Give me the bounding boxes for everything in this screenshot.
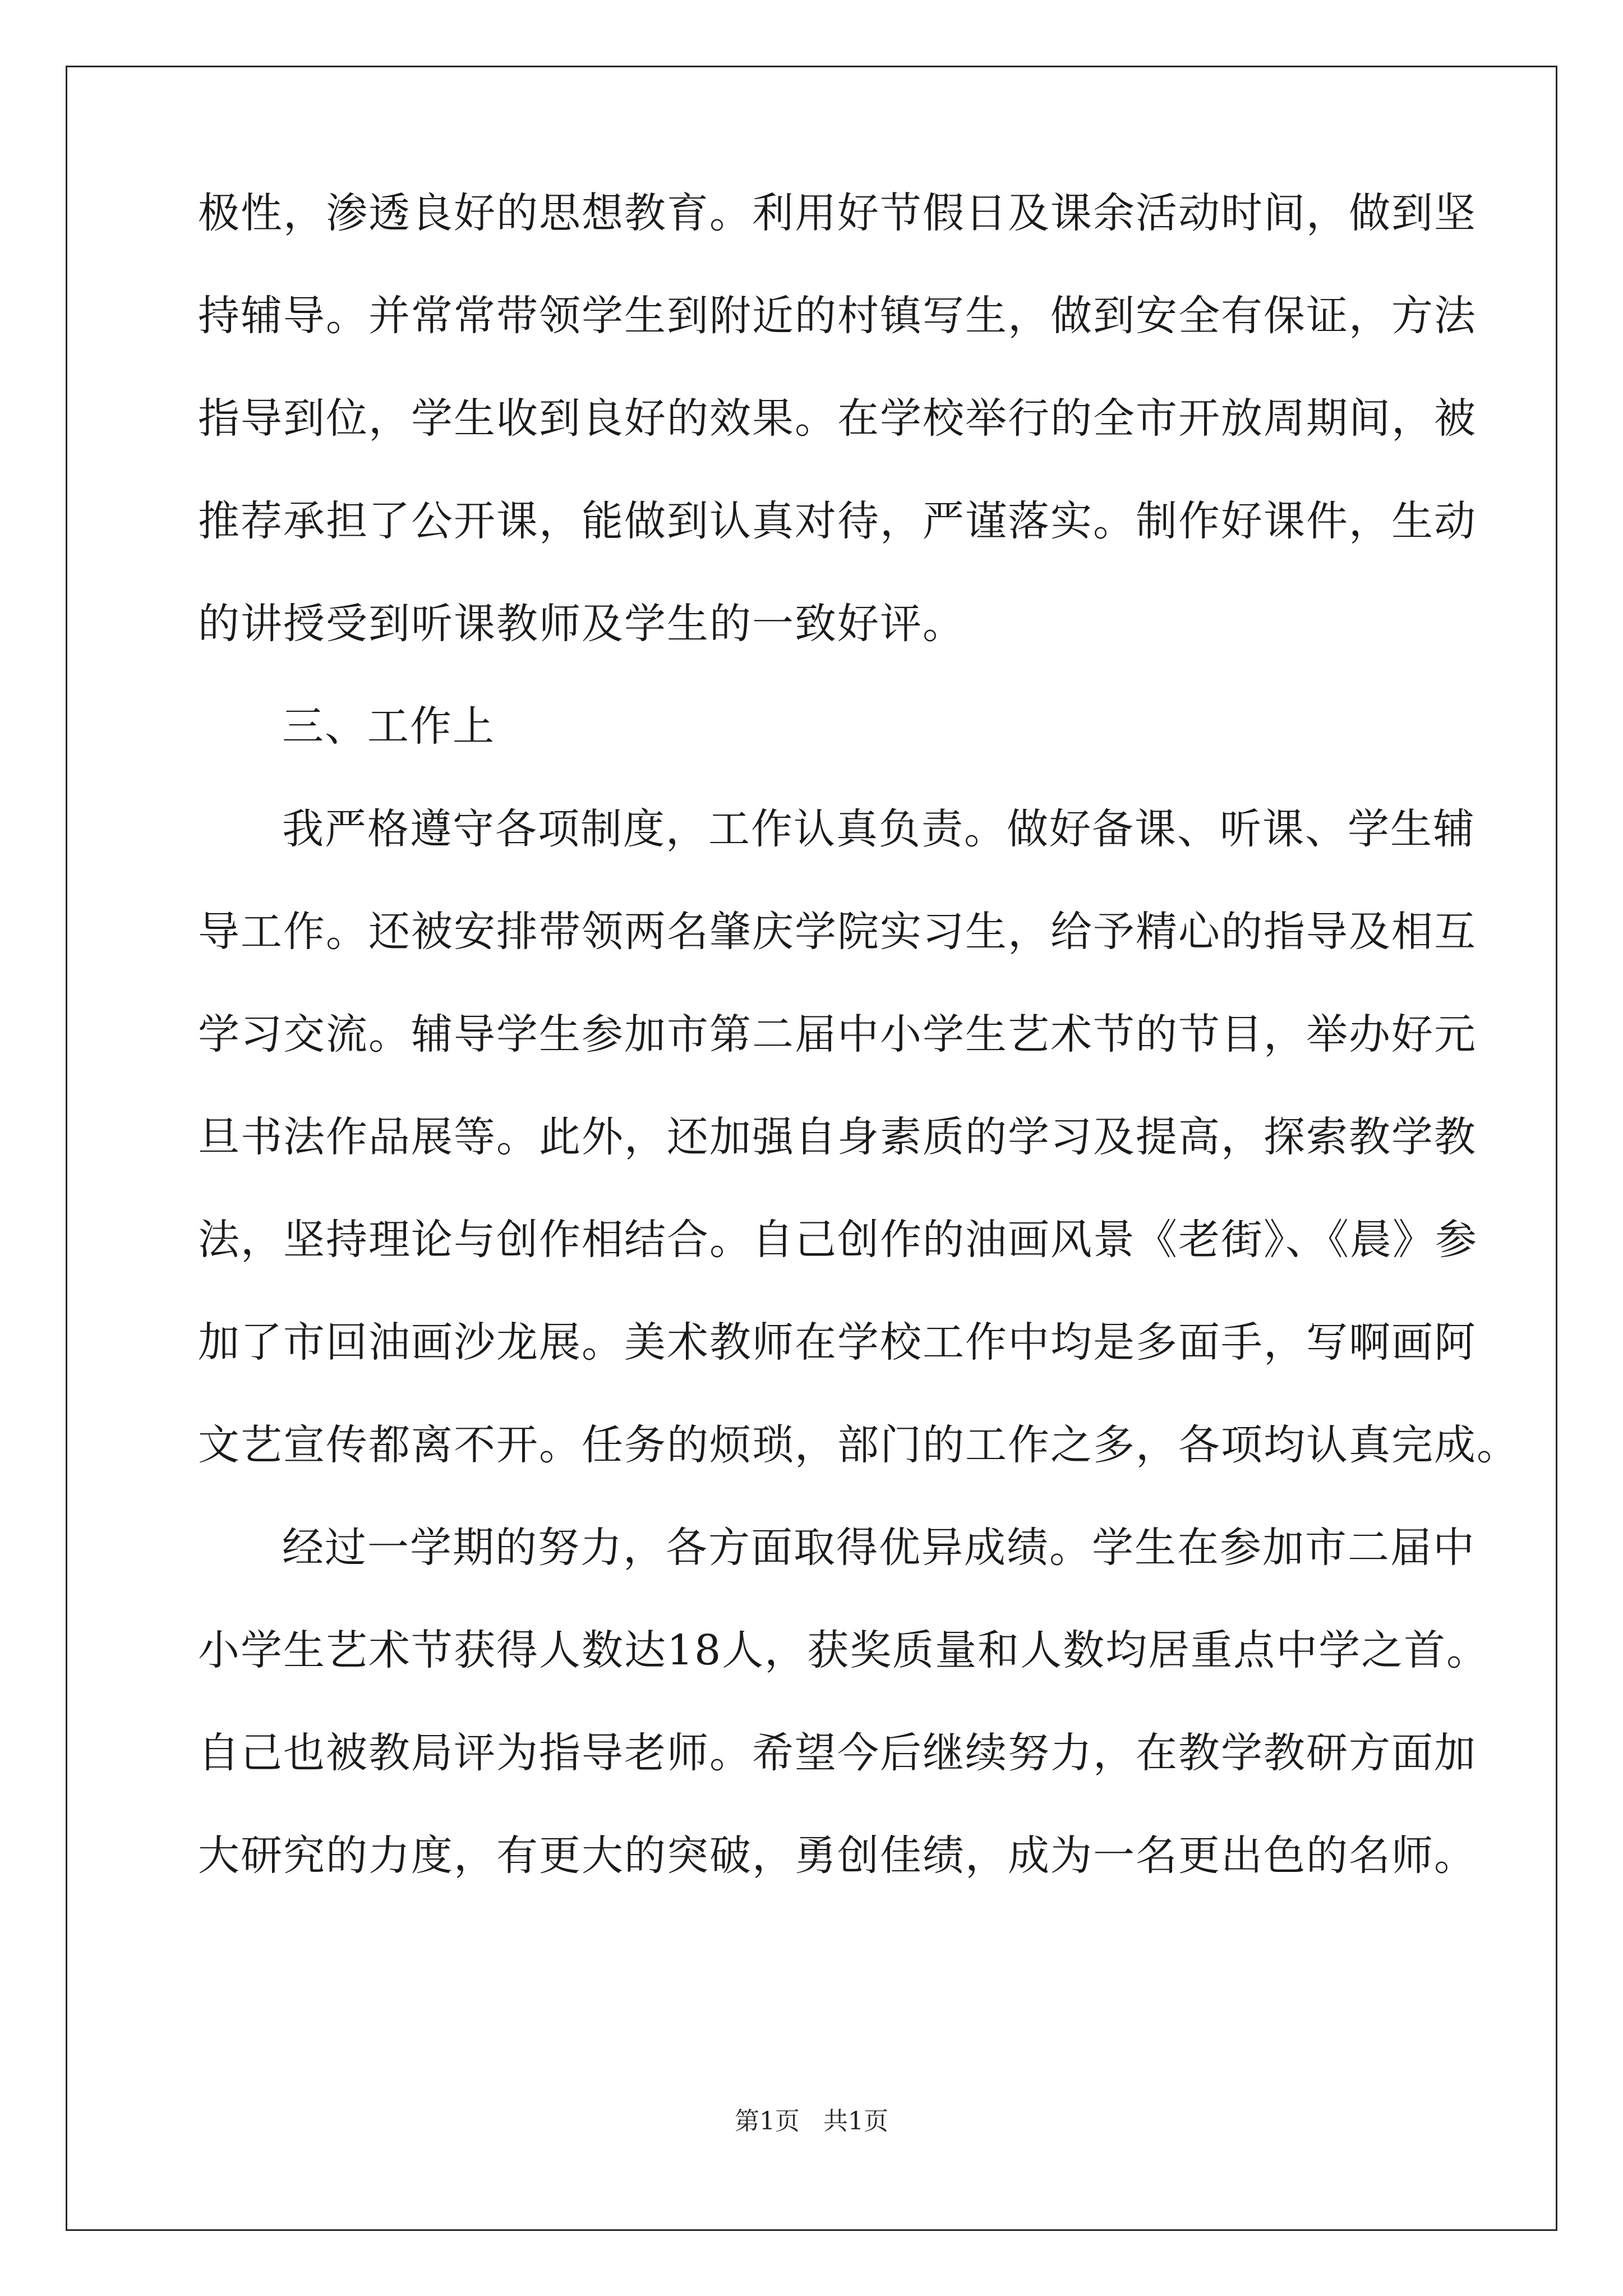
text-line: 导工作。还被安排带领两名肇庆学院实习生，给予精心的指导及相互 (198, 908, 1477, 956)
text-line: 法，坚持理论与创作相结合。自己创作的油画风景《老街》、《晨》参 (198, 1216, 1478, 1264)
text-line: 我严格遵守各项制度，工作认真负责。做好备课、听课、学生辅 (282, 805, 1476, 853)
text-line: 小学生艺术节获得人数达18人，获奖质量和人数均居重点中学之首。 (198, 1626, 1490, 1674)
page-number: 第1页 (735, 2107, 800, 2136)
text-line: 大研究的力度，有更大的突破，勇创佳绩，成为一名更出色的名师。 (198, 1832, 1477, 1880)
section-heading: 三、工作上 (282, 702, 495, 751)
page-total: 共1页 (823, 2107, 888, 2136)
text-line: 指导到位，学生收到良好的效果。在学校举行的全市开放周期间，被 (198, 394, 1477, 443)
text-line: 文艺宣传都离不开。任务的烦琐，部门的工作之多，各项均认真完成。 (198, 1421, 1519, 1469)
text-line: 持辅导。并常常带领学生到附近的村镇写生，做到安全有保证，方法 (198, 292, 1477, 340)
text-line: 学习交流。辅导学生参加市第二届中小学生艺术节的节目，举办好元 (198, 1010, 1477, 1059)
text-line: 自己也被教局评为指导老师。希望今后继续努力，在教学教研方面加 (198, 1729, 1477, 1777)
text-line: 加了市回油画沙龙展。美术教师在学校工作中均是多面手，写啊画阿 (198, 1318, 1477, 1366)
page-footer (0, 2105, 1623, 2138)
text-line: 推荐承担了公开课，能做到认真对待，严谨落实。制作好课件，生动 (198, 497, 1477, 545)
text-line: 经过一学期的努力，各方面取得优异成绩。学生在参加市二届中 (282, 1524, 1476, 1572)
text-line: 的讲授受到听课教师及学生的一致好评。 (198, 600, 965, 648)
text-line: 旦书法作品展等。此外，还加强自身素质的学习及提高，探索教学教 (198, 1113, 1477, 1161)
text-line: 极性，渗透良好的思想教育。利用好节假日及课余活动时间，做到坚 (198, 189, 1477, 237)
